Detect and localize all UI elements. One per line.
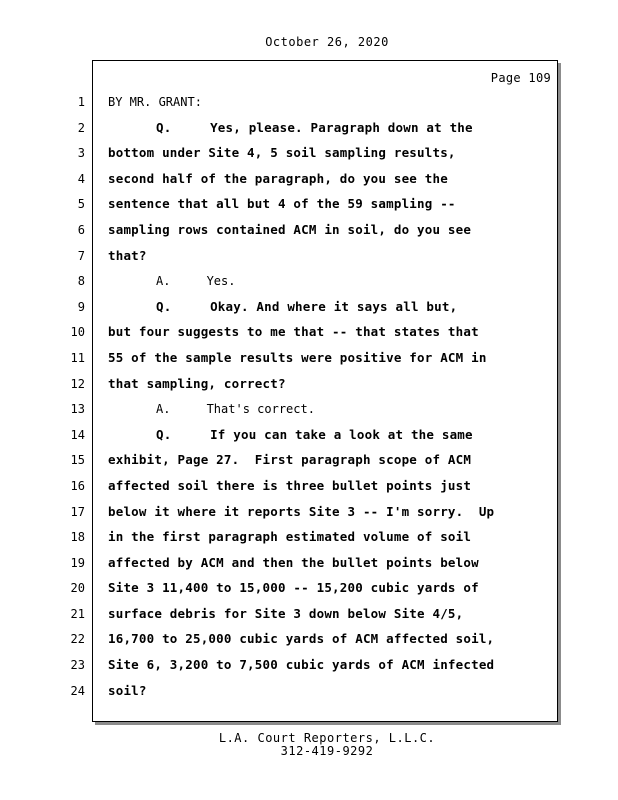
page-number: Page 109 [490,71,551,85]
transcript-line: Site 3 11,400 to 15,000 -- 15,200 cubic yards of [108,580,479,596]
line-number: 9 [77,299,85,314]
transcript-line: affected soil there is three bullet points just [108,477,472,493]
transcript-line: second half of the paragraph, do you see the [108,170,448,186]
line-number: 12 [70,376,85,391]
transcript-line: sentence that all but 4 of the 59 sampling -- [108,196,456,212]
line-number: 14 [70,427,85,442]
footer-company: L.A. Court Reporters, L.L.C. [218,731,436,745]
transcript-line: that? [108,247,147,263]
transcript-line: 55 of the sample results were positive for ACM in [108,349,487,365]
transcript-line: affected by ACM and then the bullet points below [108,554,479,570]
line-number: 2 [77,120,85,135]
transcript-line: Site 6, 3,200 to 7,500 cubic yards of ACM infected [108,657,495,673]
line-number-column [40,95,85,709]
transcript-line: A. Yes. [156,274,236,289]
line-number: 6 [77,222,85,237]
transcript-line: that sampling, correct? [108,375,286,391]
line-number: 5 [77,197,85,212]
line-number: 13 [70,402,85,417]
line-number: 15 [70,453,85,468]
transcript-line: Q. Okay. And where it says all but, [156,298,458,314]
line-number: 22 [70,632,85,647]
transcript-line: but four suggests to me that -- that states that [108,324,479,340]
footer [0,732,618,758]
transcript-line: Q. Yes, please. Paragraph down at the [156,119,473,135]
line-number: 21 [70,606,85,621]
line-number: 18 [70,530,85,545]
transcript-line: BY MR. GRANT: [108,95,202,109]
line-number: 3 [77,146,85,161]
line-number: 11 [70,350,85,365]
transcript-line: below it where it reports Site 3 -- I'm sorry. Up [108,503,495,519]
transcript-line: Q. If you can take a look at the same [156,426,473,442]
footer-phone: 312-419-9292 [280,744,374,758]
line-number: 1 [77,95,85,109]
line-number: 24 [70,683,85,698]
transcript-text [108,95,548,709]
transcript-line: A. That's correct. [156,402,315,417]
line-number: 19 [70,555,85,570]
line-number: 23 [70,658,85,673]
transcript-line: sampling rows contained ACM in soil, do you see [108,221,472,237]
line-number: 10 [70,325,85,340]
line-number: 4 [77,171,85,186]
transcript-line: bottom under Site 4, 5 soil sampling results, [108,145,456,161]
line-number: 8 [77,274,85,289]
transcript-line: soil? [108,682,147,698]
line-number: 17 [70,504,85,519]
line-number: 7 [77,248,85,263]
line-number: 16 [70,478,85,493]
transcript-line: 16,700 to 25,000 cubic yards of ACM affected soil, [108,631,495,647]
line-number: 20 [70,581,85,596]
transcript-line: in the first paragraph estimated volume of soil [108,529,472,545]
transcript-line: exhibit, Page 27. First paragraph scope of ACM [108,452,472,468]
header-date: October 26, 2020 [265,35,389,49]
transcript-line: surface debris for Site 3 down below Site 4/5, [108,605,464,621]
